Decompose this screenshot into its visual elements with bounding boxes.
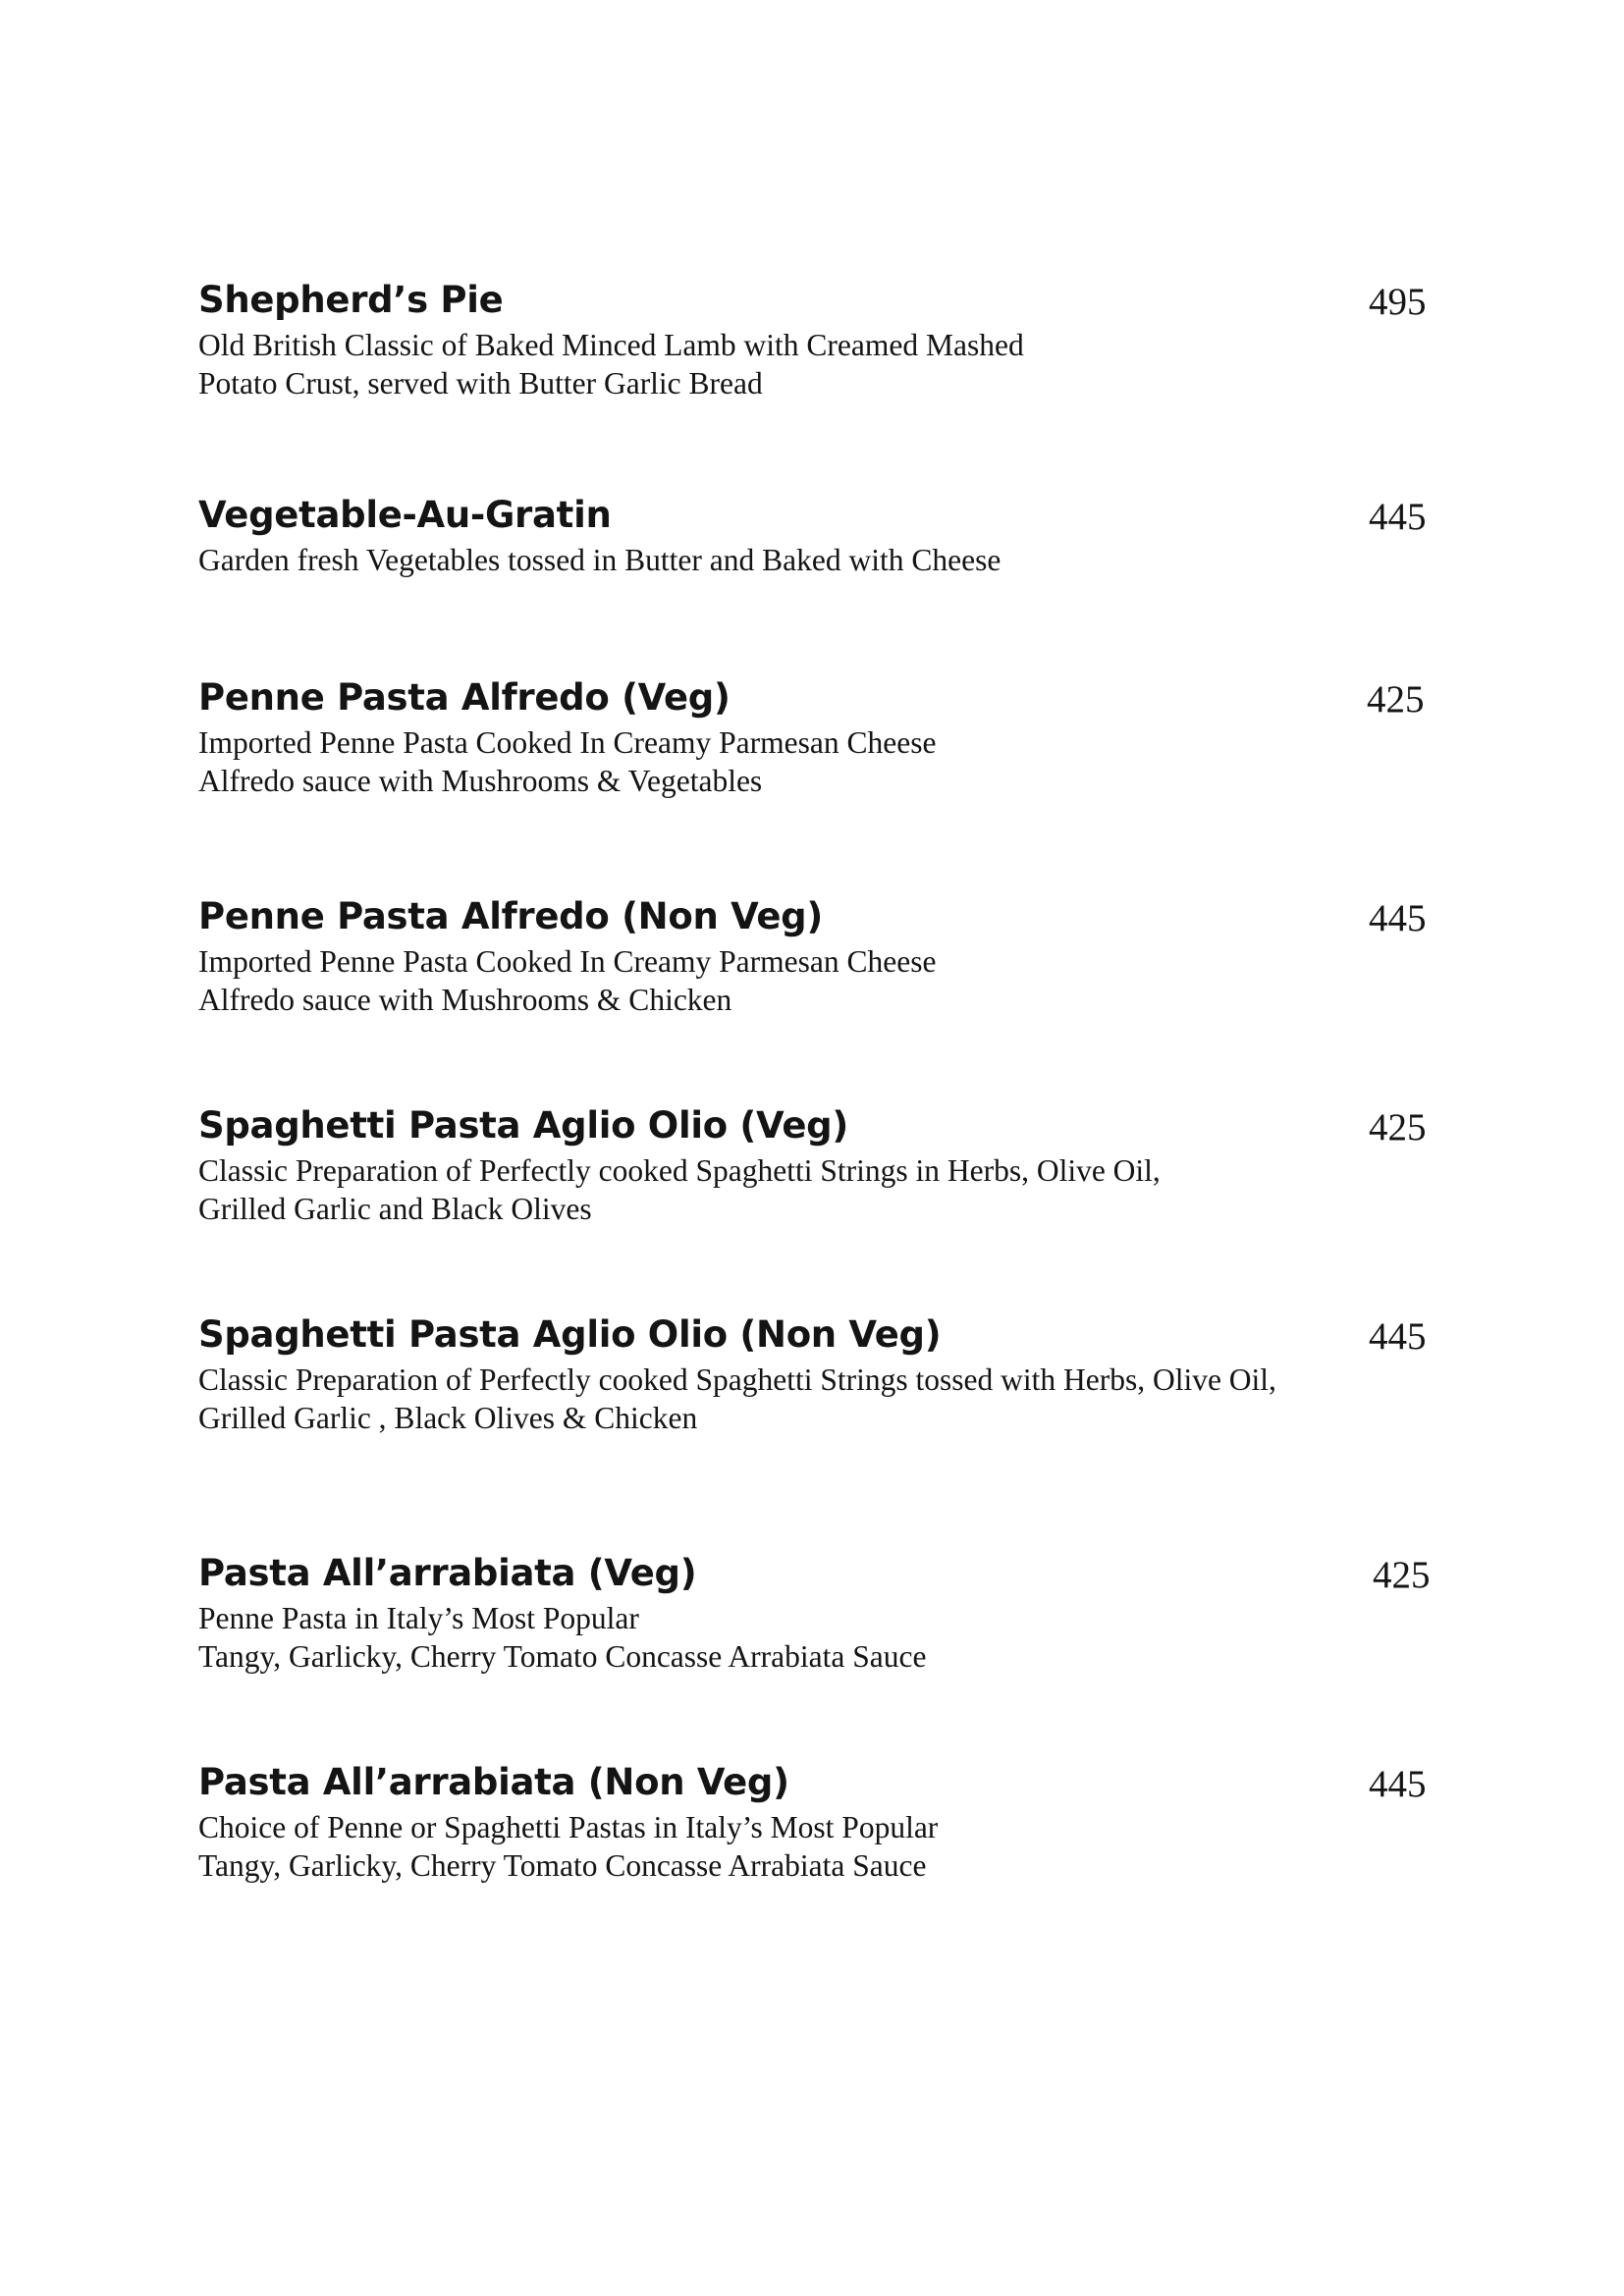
description-line: Old British Classic of Baked Minced Lamb with Creamed Mashed <box>198 328 1024 362</box>
description-line: Grilled Garlic , Black Olives & Chicken <box>198 1401 698 1435</box>
description-line: Alfredo sauce with Mushrooms & Vegetables <box>198 764 763 798</box>
description-line: Classic Preparation of Perfectly cooked Spaghetti Strings tossed with Herbs, Olive Oil, <box>198 1362 1276 1397</box>
item-price: 425 <box>1369 1106 1427 1148</box>
description-line: Potato Crust, served with Butter Garlic Bread <box>198 366 763 400</box>
item-price: 425 <box>1373 1554 1431 1596</box>
item-description <box>198 1151 1161 1228</box>
item-price: 445 <box>1369 1763 1427 1805</box>
description-line: Tangy, Garlicky, Cherry Tomato Concasse Arrabiata Sauce <box>198 1848 927 1883</box>
item-name: Spaghetti Pasta Aglio Olio (Non Veg) <box>198 1313 942 1356</box>
item-name: Vegetable-Au-Gratin <box>198 494 612 536</box>
item-description <box>198 541 1001 579</box>
item-price: 445 <box>1369 496 1427 538</box>
description-line: Penne Pasta in Italy’s Most Popular <box>198 1601 639 1635</box>
item-description <box>198 723 936 800</box>
item-name: Shepherd’s Pie <box>198 279 504 321</box>
item-name: Penne Pasta Alfredo (Veg) <box>198 676 731 719</box>
description-line: Tangy, Garlicky, Cherry Tomato Concasse Arrabiata Sauce <box>198 1639 927 1674</box>
item-price: 495 <box>1369 281 1427 323</box>
item-description <box>198 326 1024 402</box>
item-description <box>198 942 936 1019</box>
item-name: Pasta All’arrabiata (Veg) <box>198 1552 697 1594</box>
item-price: 445 <box>1369 897 1427 939</box>
description-line: Choice of Penne or Spaghetti Pastas in Italy’s Most Popular <box>198 1810 939 1844</box>
item-name: Penne Pasta Alfredo (Non Veg) <box>198 895 823 937</box>
item-description <box>198 1599 926 1676</box>
description-line: Grilled Garlic and Black Olives <box>198 1192 592 1226</box>
description-line: Garden fresh Vegetables tossed in Butter and Baked with Cheese <box>198 543 1001 577</box>
description-line: Imported Penne Pasta Cooked In Creamy Parmesan Cheese <box>198 725 937 760</box>
description-line: Imported Penne Pasta Cooked In Creamy Parmesan Cheese <box>198 944 937 979</box>
description-line: Alfredo sauce with Mushrooms & Chicken <box>198 983 732 1017</box>
item-price: 445 <box>1369 1315 1427 1358</box>
item-description <box>198 1808 938 1885</box>
item-price: 425 <box>1367 678 1425 721</box>
item-description <box>198 1361 1276 1437</box>
description-line: Classic Preparation of Perfectly cooked Spaghetti Strings in Herbs, Olive Oil, <box>198 1153 1161 1188</box>
item-name: Pasta All’arrabiata (Non Veg) <box>198 1761 789 1803</box>
item-name: Spaghetti Pasta Aglio Olio (Veg) <box>198 1104 848 1147</box>
